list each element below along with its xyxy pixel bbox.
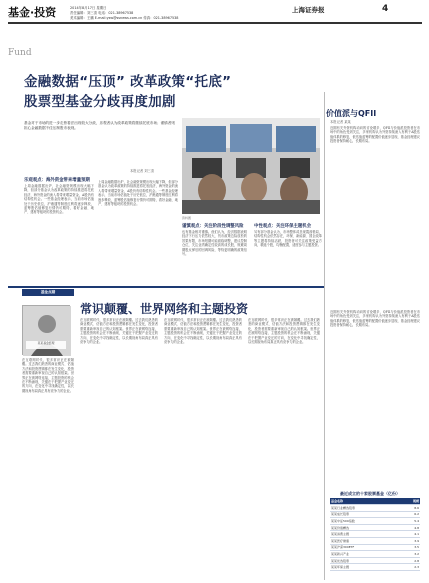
sidebar-body: 近期有关外资机构动向的讨论增多，QFII与价值派投资者在市场中的角色受到关注，多家机构认为外资持续流入有利于A股估值体系的修复，低估值蓝筹的配置价值逐步显现，基金经理建议投资者保持耐心，长期布局。 (330, 126, 420, 144)
main-headline-line1: 金融数据“压顶” 改革政策“托底” (24, 74, 232, 90)
editor-line: 责任编辑：刘三喜 电话：021-38967538 (70, 11, 134, 15)
fund-size: 2.3 (408, 564, 420, 571)
fund-name: 某某价值精选 (330, 524, 408, 531)
fund-name: 某某优选股票 (330, 557, 408, 564)
header-rule (8, 22, 422, 24)
table-header-cell: 基金名称 (330, 498, 408, 505)
fund-name: 某某成长股票 (330, 511, 408, 518)
photo-caption: 资料图 (182, 216, 192, 220)
page-header (0, 0, 429, 62)
fund-name: 某某医疗健康 (330, 538, 408, 545)
table-row (330, 531, 420, 538)
table-row (330, 564, 420, 571)
article1-body-cont: 上周金融数据出炉，社会融资规模出现大幅下降，但部分基金认为改革政策的持续推进将托底经济，海外资金的流入将带来增量资金，A股仍有结构性机会。一些基金经理表示，当前市场估值处于历史低位，沪港通等制度红利将逐步释放，蓝筹股估值修复行情仍可期待，看好金融、地产、建材等板块的投资机会。 (98, 180, 178, 207)
table-row (330, 538, 420, 545)
fund-size: 5.4 (408, 518, 420, 525)
table-row (330, 518, 420, 525)
table-row (330, 544, 420, 551)
sidebar-byline: 本报记者 某某 (330, 120, 351, 124)
table-header-cell: 规模 (408, 498, 420, 505)
photo-illustration (182, 118, 320, 214)
newspaper-brand: 上海证券报 (292, 6, 325, 14)
trading-room-photo (182, 118, 320, 214)
main-byline: 本报记者 刘三喜 (130, 169, 155, 173)
fund-name: 某某中证500指数 (330, 518, 408, 525)
article2-body: 也有基金相对谨慎。他们认为，经济数据表明经济下行压力依然较大，货币政策边际放松的效果有限，市场短期可能面临调整，建议控制仓位，关注业绩确定性较高的成长股，规避周期股反弹后的回调风险，等待更明确的政策信号。 (182, 230, 247, 257)
article1-heading: 乐观观点：海外资金带来增量预期 (24, 178, 90, 183)
column-tag: 基金点睛 (22, 289, 74, 296)
main-headline-line2: 股票型基金分歧再度加剧 (24, 94, 176, 110)
sidebar-body-cont: 近期有关外资机构动向的讨论增多，QFII与价值派投资者在市场中的角色受到关注，多家机构认为外资持续流入有利于A股估值体系的修复，低估值蓝筹的配置价值逐步显现，基金经理建议投资者保持耐心，长期布局。 (330, 310, 420, 328)
column-body-3: 在互联网时代，很多常识正在被颠覆。过去我们熟悉的商业模式、估值方法和投资逻辑都在发生变化，投资者需要重新审视自己的认知框架。世界正在被网络连接，主题投资的机会在不断涌现，关键在于把握产业变迁的方向，在变化中寻找确定性，以长期视角布局真正具有竞争力的企业。 (164, 318, 242, 345)
column-body-4: 在互联网时代，很多常识正在被颠覆。过去我们熟悉的商业模式、估值方法和投资逻辑都在发生变化，投资者需要重新审视自己的认知框架。世界正在被网络连接，主题投资的机会在不断涌现，关键在于把握产业变迁的方向，在变化中寻找确定性，以长期视角布局真正具有竞争力的企业。 (248, 318, 320, 345)
table-row (330, 511, 420, 518)
table-row (330, 551, 420, 558)
section-title-en: Fund (8, 48, 32, 58)
article3-heading: 中性观点：关注环保主题机会 (254, 224, 312, 229)
fund-name: 某某沪深300ETF (330, 544, 408, 551)
page-number: 4 (382, 4, 389, 14)
fund-name: 某某消费主题 (330, 531, 408, 538)
table-header-row (330, 498, 420, 505)
fund-table (330, 498, 420, 571)
portrait-label: 某某基金经理 (26, 341, 66, 349)
banner-rule (8, 286, 324, 288)
contact-line: 美术编辑：王鹏 E-mail:ysw@ssnews.com.cn 传真：021-38967538 (70, 16, 179, 20)
fund-size: 4.8 (408, 524, 420, 531)
article1-body: 上周金融数据出炉，社会融资规模出现大幅下降，但部分基金认为改革政策的持续推进将托底经济，海外资金的流入将带来增量资金，A股仍有结构性机会。一些基金经理表示，当前市场估值处于历史低位，沪港通等制度红利将逐步释放，蓝筹股估值修复行情仍可期待，看好金融、地产、建材等板块的投资机会。 (24, 184, 94, 215)
fund-size: 4.1 (408, 531, 420, 538)
article3-body: 另有部分基金认为，市场整体或呈现震荡格局，结构性机会依然存在，环保、新能源、国企改革等主题将持续活跃，投资者可关注政策受益方向，精选个股，均衡配置，适度参与主题投资。 (254, 230, 322, 248)
fund-name: 某某行业精选股票 (330, 505, 408, 512)
fund-size: 3.9 (408, 538, 420, 545)
fund-size: 2.8 (408, 557, 420, 564)
table-row (330, 505, 420, 512)
column-body-1: 在互联网时代，很多常识正在被颠覆。过去我们熟悉的商业模式、估值方法和投资逻辑都在发生变化，投资者需要重新审视自己的认知框架。世界正在被网络连接，主题投资的机会在不断涌现，关键在于把握产业变迁的方向，在变化中寻找确定性，以长期视角布局真正具有竞争力的企业。 (22, 358, 74, 393)
issue-date: 2014年8月17日 星期日 (70, 6, 107, 10)
column-body-2: 在互联网时代，很多常识正在被颠覆。过去我们熟悉的商业模式、估值方法和投资逻辑都在发生变化，投资者需要重新审视自己的认知框架。世界正在被网络连接，主题投资的机会在不断涌现，关键在于把握产业变迁的方向，在变化中寻找确定性，以长期视角布局真正具有竞争力的企业。 (80, 318, 158, 345)
section-title: 基金·投资 (8, 6, 57, 19)
fund-size: 3.2 (408, 551, 420, 558)
table-row (330, 557, 420, 564)
fund-size: 6.2 (408, 511, 420, 518)
table-row (330, 524, 420, 531)
fund-name: 某某环保主题 (330, 564, 408, 571)
sidebar-title: 价值派与QFII (326, 109, 377, 118)
column-headline: 常识颠覆、世界网络和主题投资 (80, 302, 249, 316)
fund-name: 某某新兴产业 (330, 551, 408, 558)
fund-size: 3.5 (408, 544, 420, 551)
fund-size: 8.6 (408, 505, 420, 512)
lead-paragraph: 基金对于市场的进一步走势看法出现较大分歧，乐观者认为改革政策将继续托底市场；谨慎者则担心金融数据不佳压制股市表现。 (24, 121, 175, 130)
fund-table-title: 最近成立的十家股票基金（亿份） (340, 491, 400, 496)
article2-heading: 谨慎观点：关注阶段性调整风险 (182, 224, 244, 229)
sidebar-divider (324, 92, 325, 580)
